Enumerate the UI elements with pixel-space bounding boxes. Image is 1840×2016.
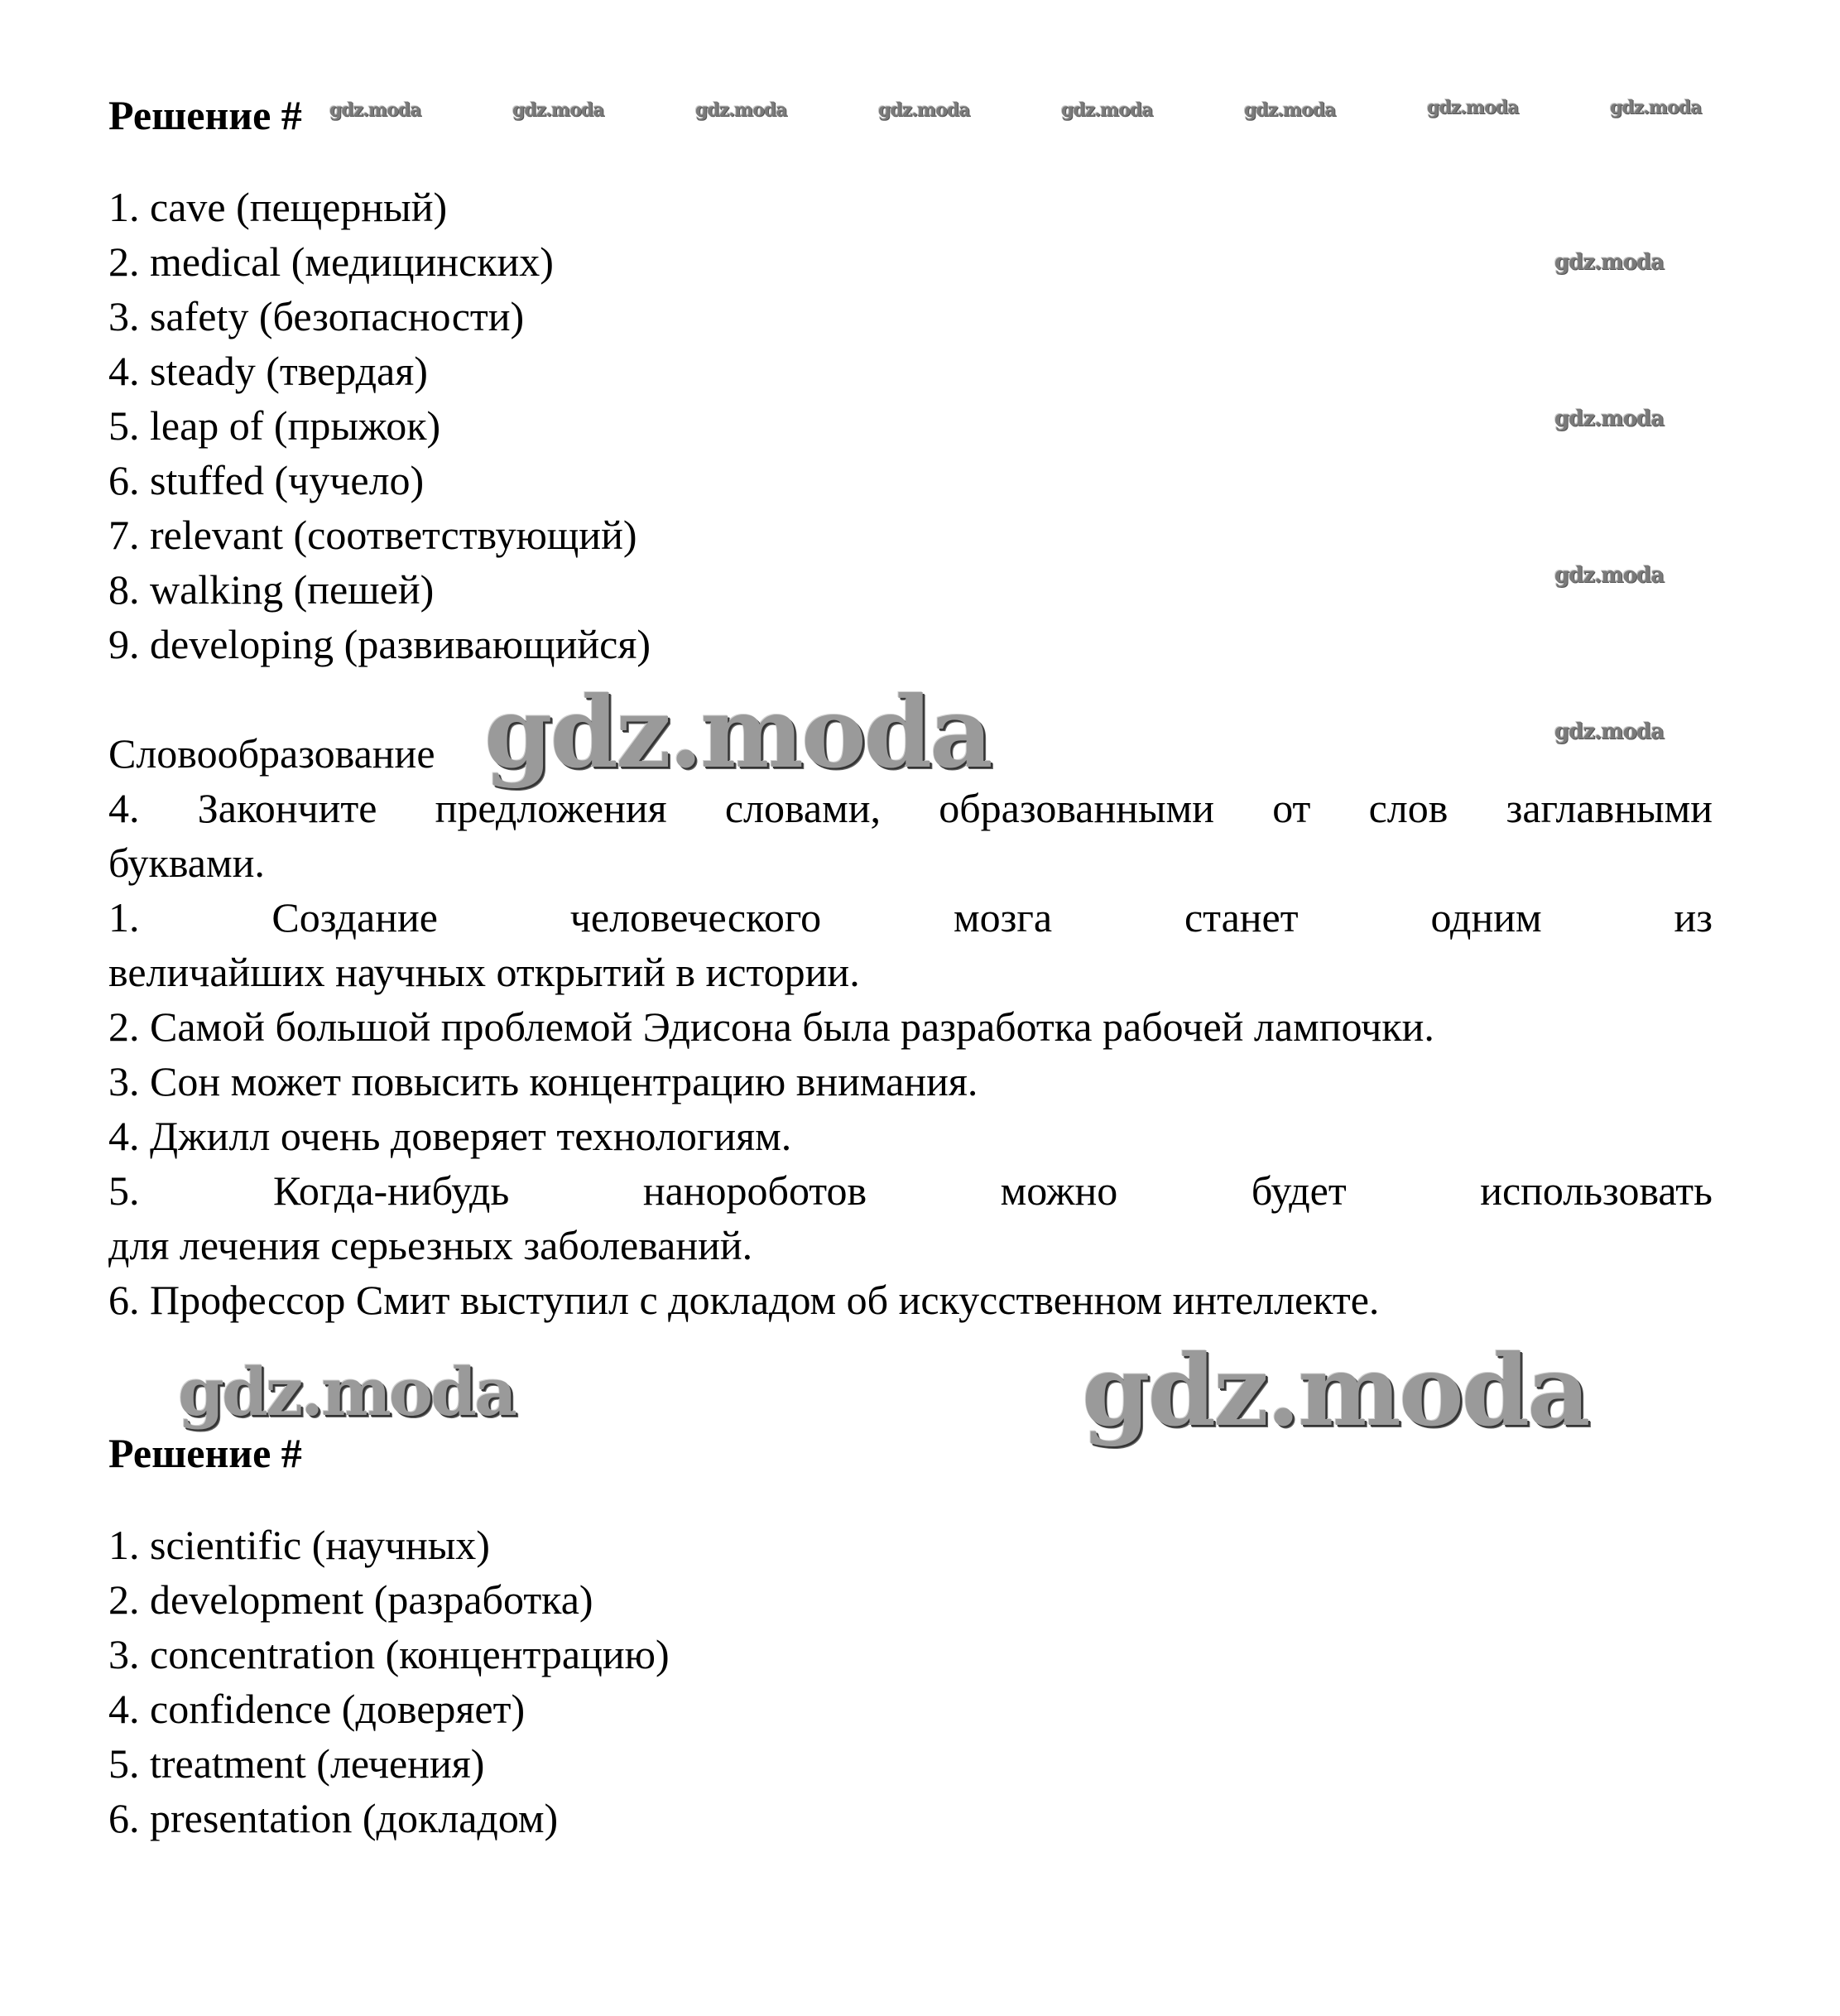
watermark: gdz.moda [1554,563,1665,588]
list-item: 7. relevant (соответствующий) [108,512,637,558]
solution-heading-1: Решение # [108,92,302,138]
list-item: 3. safety (безопасности) [108,293,525,339]
list-item: 2. medical (медицинских) [108,238,554,285]
list-item: 6. stuffed (чучело) [108,457,425,503]
watermark: gdz.moda [1554,719,1665,744]
watermark: gdz.moda [695,99,787,121]
list-item: 6. presentation (докладом) [108,1795,559,1841]
sentence-5-line-1: 5. Когда-нибудь нанороботов можно будет использовать [108,1167,1713,1214]
list-item: 1. cave (пещерный) [108,184,448,230]
list-item: 2. development (разработка) [108,1576,593,1623]
list-item: 4. confidence (доверяет) [108,1686,526,1732]
watermark-large: gdz.moda [178,1353,515,1431]
sentence-1-line-2: величайших научных открытий в истории. [108,949,860,995]
watermark-large: gdz.moda [1082,1333,1588,1448]
list-item: 1. scientific (научных) [108,1522,490,1568]
list-item: 3. concentration (концентрацию) [108,1631,670,1677]
sentence-6: 6. Профессор Смит выступил с докладом об искусственном интеллекте. [108,1277,1380,1323]
watermark: gdz.moda [1554,250,1665,275]
list-item: 5. treatment (лечения) [108,1740,485,1787]
list-item: 8. walking (пешей) [108,566,435,613]
watermark: gdz.moda [329,99,421,121]
watermark: gdz.moda [1061,99,1153,121]
watermark: gdz.moda [1554,407,1665,431]
sentence-1-line-1: 1. Создание человеческого мозга станет одним из [108,894,1713,941]
watermark: gdz.moda [1610,97,1702,118]
watermark-large: gdz.moda [484,675,991,790]
sentence-3: 3. Сон может повысить концентрацию внимания. [108,1058,978,1104]
task-title: Словообразование [108,730,435,777]
sentence-5-line-2: для лечения серьезных заболеваний. [108,1222,753,1268]
watermark: gdz.moda [512,99,604,121]
watermark: gdz.moda [1427,97,1519,118]
sentence-2: 2. Самой большой проблемой Эдисона была разработка рабочей лампочки. [108,1003,1434,1050]
sentence-4: 4. Джилл очень доверяет технологиям. [108,1113,792,1159]
watermark: gdz.moda [878,99,970,121]
list-item: 9. developing (развивающийся) [108,621,651,667]
list-item: 4. steady (твердая) [108,348,428,394]
task-instruction-line-2: буквами. [108,840,265,886]
solution-heading-2: Решение # [108,1430,302,1476]
task-instruction-line-1: 4. Закончите предложения словами, образованными от слов заглавными [108,785,1713,831]
watermark: gdz.moda [1244,99,1336,121]
list-item: 5. leap of (прыжок) [108,402,441,449]
